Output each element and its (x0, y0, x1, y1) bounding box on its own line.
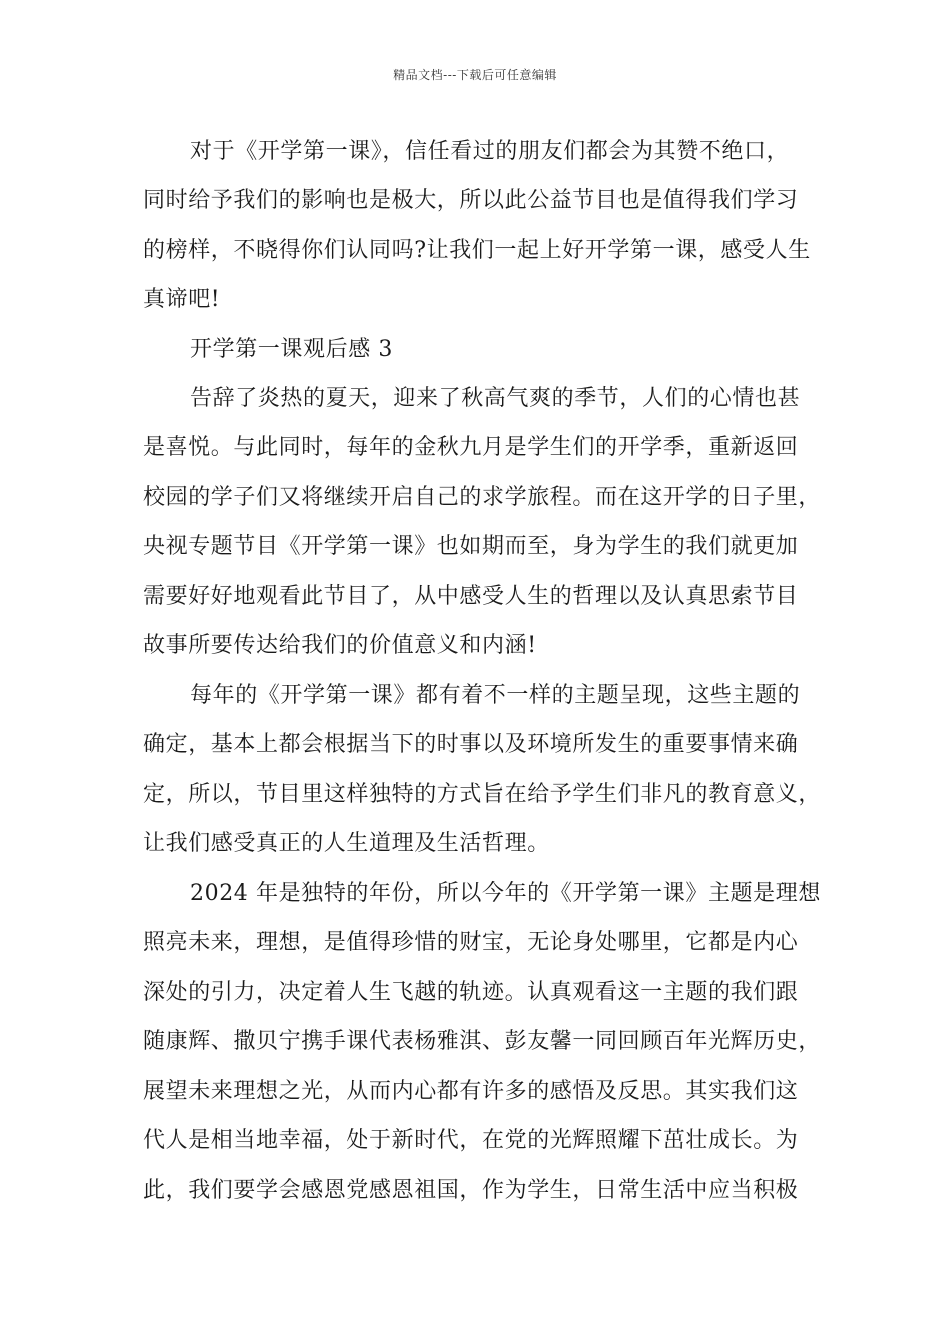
paragraph-line: 让我们感受真正的人生道理及生活哲理。 (143, 831, 550, 856)
paragraph-line: 代人是相当地幸福，处于新时代，在党的光辉照耀下茁壮成长。为 (143, 1128, 799, 1153)
paragraph-line: 确定，基本上都会根据当下的时事以及环境所发生的重要事情来确 (143, 732, 799, 757)
paragraph-line: 同时给予我们的影响也是极大，所以此公益节目也是值得我们学习 (143, 188, 799, 213)
paragraph-line: 随康辉、撒贝宁携手课代表杨雅淇、彭友馨一同回顾百年光辉历史， (143, 1029, 822, 1054)
paragraph-line: 定，所以，节目里这样独特的方式旨在给予学生们非凡的教育意义， (143, 782, 822, 807)
section-heading: 开学第一课观后感 3 (190, 337, 393, 362)
paragraph-line: 是喜悦。与此同时，每年的金秋九月是学生们的开学季，重新返回 (143, 435, 799, 460)
paragraph-line: 央视专题节目《开学第一课》也如期而至，身为学生的我们就更加 (143, 534, 799, 559)
paragraph-line: 展望未来理想之光，从而内心都有许多的感悟及反思。其实我们这 (143, 1079, 799, 1104)
paragraph-line: 需要好好地观看此节目了，从中感受人生的哲理以及认真思索节目 (143, 584, 799, 609)
paragraph-line: 故事所要传达给我们的价值意义和内涵! (143, 633, 537, 658)
paragraph-line: 2024 年是独特的年份，所以今年的《开学第一课》主题是理想 (190, 881, 821, 906)
paragraph-line: 告辞了炎热的夏天，迎来了秋高气爽的季节，人们的心情也甚 (190, 386, 801, 411)
paragraph-line: 深处的引力，决定着人生飞越的轨迹。认真观看这一主题的我们跟 (143, 980, 799, 1005)
paragraph-line: 此，我们要学会感恩党感恩祖国，作为学生，日常生活中应当积极 (143, 1178, 799, 1203)
paragraph-line: 校园的学子们又将继续开启自己的求学旅程。而在这开学的日子里， (143, 485, 822, 510)
paragraph-line: 照亮未来，理想，是值得珍惜的财宝，无论身处哪里，它都是内心 (143, 930, 799, 955)
paragraph-line: 对于《开学第一课》，信任看过的朋友们都会为其赞不绝口， (190, 139, 790, 164)
paragraph-line: 每年的《开学第一课》都有着不一样的主题呈现，这些主题的 (190, 683, 801, 708)
paragraph-line: 真谛吧! (143, 287, 221, 312)
paragraph-line: 的榜样，不晓得你们认同吗?让我们一起上好开学第一课，感受人生 (143, 238, 811, 263)
page-header: 精品文档---下载后可任意编辑 (393, 68, 557, 82)
